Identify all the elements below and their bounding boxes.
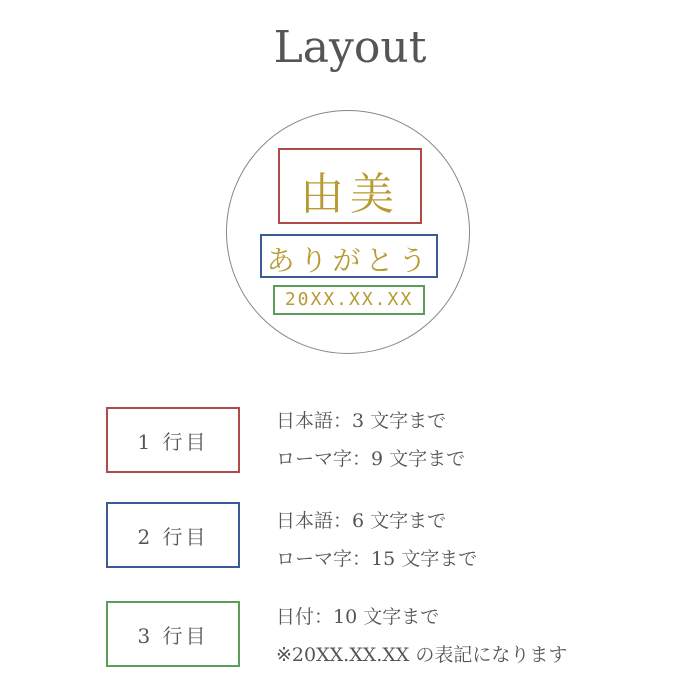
- line1-preview-box: [278, 148, 422, 224]
- legend-desc-line1-romaji: ローマ字：9 文字まで: [276, 448, 466, 470]
- line2-preview-text: ありがとう: [266, 244, 432, 277]
- legend-desc-line3: [276, 598, 567, 674]
- legend-desc-line3-note: ※20XX.XX.XX の表記になります: [276, 644, 568, 666]
- engraving-preview-circle: [226, 110, 470, 354]
- legend-desc-line1: [276, 402, 465, 478]
- legend-desc-line2: [276, 502, 477, 578]
- page-title: Layout: [273, 22, 427, 73]
- line3-preview-text: 20XX.XX.XX: [284, 289, 414, 310]
- line3-preview-box: [273, 285, 425, 315]
- legend-desc-line2-romaji: ローマ字：15 文字まで: [276, 548, 478, 570]
- line2-preview-box: [260, 234, 438, 278]
- line1-preview-text: 由美: [300, 169, 400, 220]
- legend-desc-line2-japanese: 日本語：6 文字まで: [276, 510, 447, 532]
- legend-desc-line1-japanese: 日本語：3 文字まで: [276, 410, 447, 432]
- legend-label-line3: 3 行目: [106, 601, 240, 667]
- legend-desc-line3-date: 日付：10 文字まで: [276, 606, 440, 628]
- legend-label-line1: 1 行目: [106, 407, 240, 473]
- legend-label-line2: 2 行目: [106, 502, 240, 568]
